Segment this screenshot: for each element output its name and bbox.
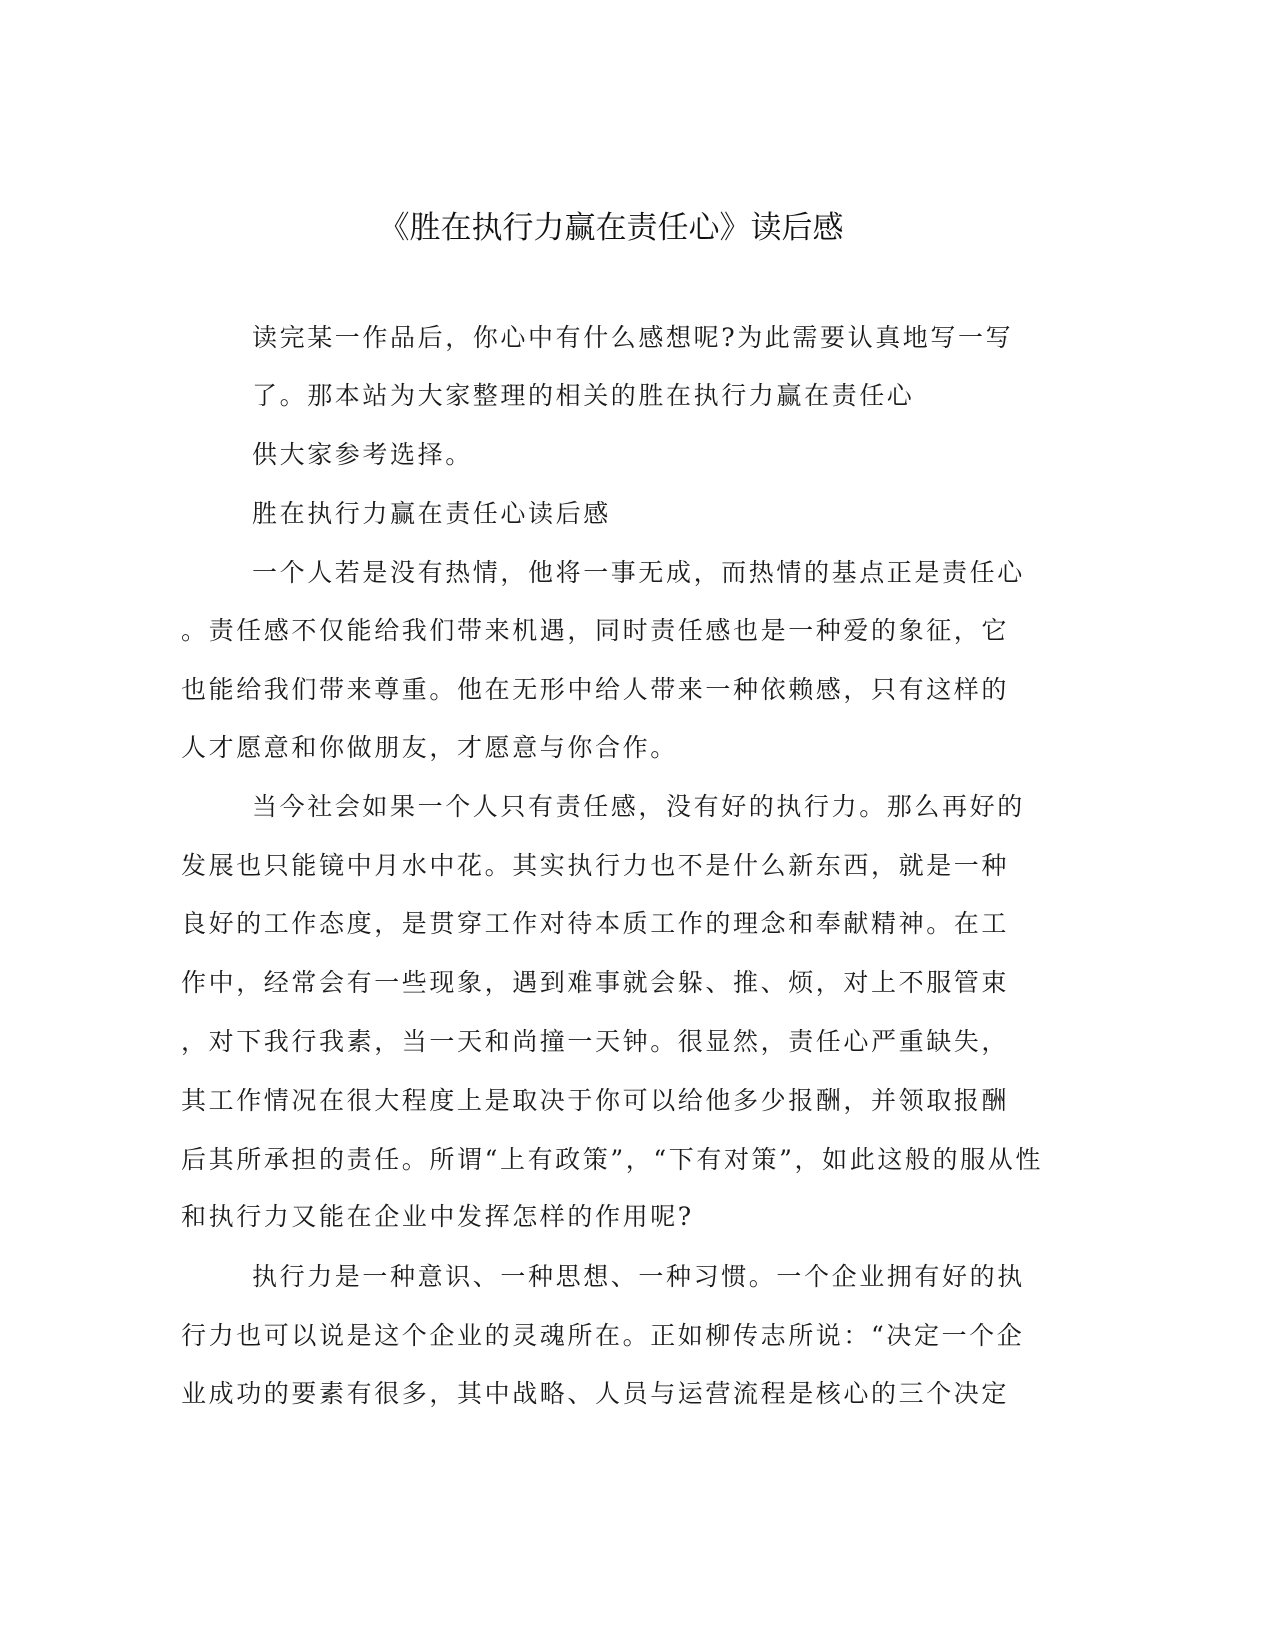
- body-text-line: 发展也只能镜中月水中花。其实执行力也不是什么新东西，就是一种: [181, 851, 1010, 880]
- body-text-line: 良好的工作态度，是贯穿工作对待本质工作的理念和奉献精神。在工: [181, 909, 1010, 938]
- document-title: 《胜在执行力赢在责任心》读后感: [378, 210, 844, 246]
- body-text-line: 当今社会如果一个人只有责任感，没有好的执行力。那么再好的: [252, 792, 1025, 821]
- body-text-line: 执行力是一种意识、一种思想、一种习惯。一个企业拥有好的执: [252, 1262, 1025, 1291]
- body-text-line: 其工作情况在很大程度上是取决于你可以给他多少报酬，并领取报酬: [181, 1086, 1010, 1115]
- body-text-line: 也能给我们带来尊重。他在无形中给人带来一种依赖感，只有这样的: [181, 675, 1010, 704]
- body-text-line: 业成功的要素有很多，其中战略、人员与运营流程是核心的三个决定: [181, 1379, 1010, 1408]
- body-text-line: 作中，经常会有一些现象，遇到难事就会躲、推、烦，对上不服管束: [181, 968, 1010, 997]
- body-text-line: ，对下我行我素，当一天和尚撞一天钟。很显然，责任心严重缺失，: [181, 1027, 1010, 1056]
- body-text-line: 了。那本站为大家整理的相关的胜在执行力赢在责任心: [252, 381, 915, 410]
- body-text-line: 后其所承担的责任。所谓“上有政策”，“下有对策”，如此这般的服从性: [181, 1145, 1043, 1174]
- body-text-line: 供大家参考选择。: [252, 440, 473, 469]
- body-text-line: 一个人若是没有热情，他将一事无成，而热情的基点正是责任心: [252, 558, 1025, 587]
- body-text-line: 和执行力又能在企业中发挥怎样的作用呢?: [181, 1202, 694, 1231]
- body-text-line: 读完某一作品后，你心中有什么感想呢?为此需要认真地写一写: [252, 323, 1014, 352]
- body-text-line: 人才愿意和你做朋友，才愿意与你合作。: [181, 733, 678, 762]
- body-text-line: 胜在执行力赢在责任心读后感: [252, 499, 611, 528]
- body-text-line: 行力也可以说是这个企业的灵魂所在。正如柳传志所说：“决定一个企: [181, 1321, 1025, 1350]
- body-text-line: 。责任感不仅能给我们带来机遇，同时责任感也是一种爱的象征，它: [181, 616, 1010, 645]
